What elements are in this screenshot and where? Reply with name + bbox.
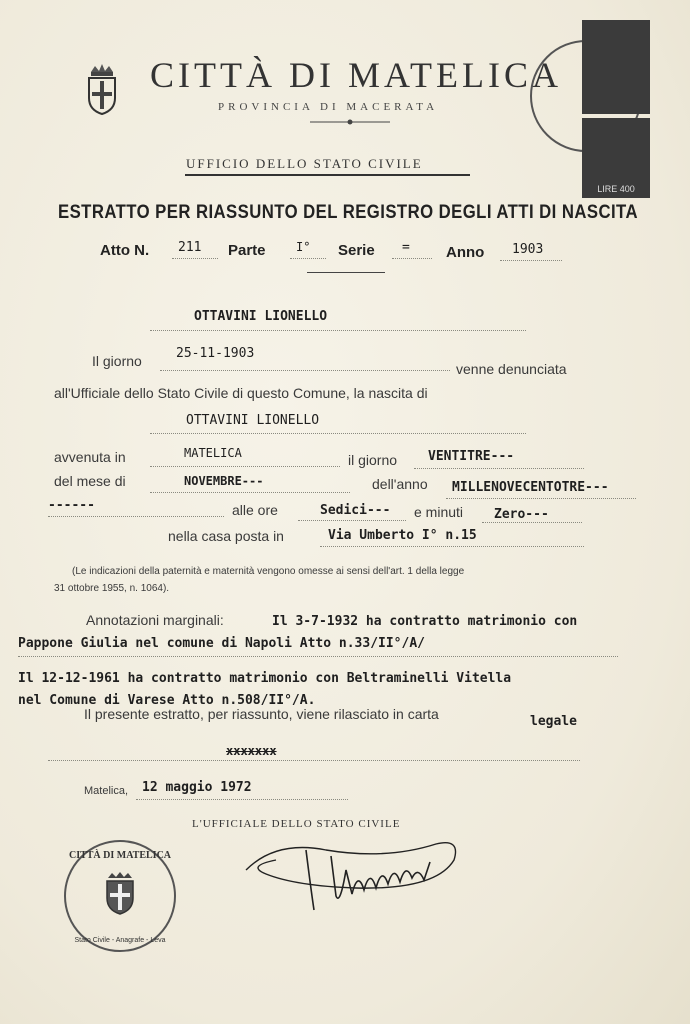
seal-text: CITTÀ DI MATELICA: [68, 850, 172, 861]
place-label: Matelica,: [84, 785, 129, 797]
anno-value: 1903: [512, 242, 544, 257]
casa-label: nella casa posta in: [168, 528, 284, 544]
giorno-value: 25-11-1903: [176, 346, 255, 361]
avvenuta-value: MATELICA: [184, 446, 242, 460]
anno-label: Anno: [446, 244, 485, 261]
filler-value: ------: [48, 498, 95, 513]
annotation-line2: Pappone Giulia nel comune di Napoli Atto n.33/II°/A/: [18, 636, 425, 651]
ornament-divider: [310, 119, 390, 125]
province-subtitle: PROVINCIA DI MACERATA: [218, 101, 439, 113]
il-giorno-label: il giorno: [348, 452, 398, 468]
ore-value: Sedici---: [320, 503, 391, 518]
officer-signature: [236, 810, 466, 920]
city-title: CITTÀ DI MATELICA: [150, 55, 562, 95]
atto-label: Atto N.: [100, 242, 150, 259]
annotation-line4: nel Comune di Varese Atto n.508/II°/A.: [18, 693, 316, 708]
revenue-stamp-value: LIRE 400: [597, 184, 635, 194]
parte-value: I°: [296, 240, 311, 254]
parte-label: Parte: [228, 242, 266, 259]
date-value: 12 maggio 1972: [142, 780, 252, 795]
rilascio-text: Il presente estratto, per riassunto, viene rilasciato in carta: [84, 706, 439, 722]
title-divider: [307, 272, 385, 273]
struck-value: xxxxxxx: [226, 744, 277, 758]
name-heading: OTTAVINI LIONELLO: [194, 309, 328, 324]
officer-label: L'UFFICIALE DELLO STATO CIVILE: [192, 818, 401, 830]
minuti-label: e minuti: [414, 504, 464, 520]
municipal-seal: [64, 840, 176, 952]
anno-nascita-label: dell'anno: [372, 476, 428, 492]
annotation-line1: Il 3-7-1932 ha contratto matrimonio con: [272, 614, 578, 629]
rilascio-value: legale: [530, 714, 577, 729]
serie-value: =: [402, 240, 410, 255]
legal-note-line1: (Le indicazioni della paternità e maternità vengono omesse ai sensi dell'art. 1 della legge: [72, 566, 465, 577]
il-giorno-value: VENTITRE---: [428, 449, 515, 464]
office-underline: [185, 174, 470, 176]
mese-label: del mese di: [54, 473, 126, 489]
avvenuta-label: avvenuta in: [54, 449, 126, 465]
anno-nascita-value: MILLENOVECENTOTRE---: [452, 480, 609, 495]
nascita-name: OTTAVINI LIONELLO: [186, 413, 320, 428]
giorno-label: Il giorno: [92, 353, 142, 369]
serie-label: Serie: [338, 242, 375, 259]
ufficiale-label: all'Ufficiale dello Stato Civile di questo Comune, la nascita di: [54, 385, 428, 401]
annotation-line3: Il 12-12-1961 ha contratto matrimonio con Beltraminelli Vitella: [18, 671, 512, 686]
revenue-stamp-lower: [582, 118, 650, 198]
legal-note-line2: 31 ottobre 1955, n. 1064).: [54, 583, 170, 594]
denunciata-label: venne denunciata: [456, 361, 567, 377]
coat-of-arms-icon: [85, 62, 119, 116]
seal-coat-of-arms-icon: [104, 872, 136, 916]
atto-value: 211: [178, 240, 202, 255]
office-heading: UFFICIO DELLO STATO CIVILE: [186, 156, 423, 171]
annotations-label: Annotazioni marginali:: [86, 612, 224, 628]
minuti-value: Zero---: [494, 507, 549, 522]
casa-value: Via Umberto I° n.15: [328, 528, 477, 543]
mese-value: NOVEMBRE---: [184, 474, 264, 488]
seal-bottom-text: Stato Civile - Anagrafe - Leva: [74, 937, 166, 944]
ore-label: alle ore: [232, 502, 278, 518]
document-title: ESTRATTO PER RIASSUNTO DEL REGISTRO DEGLI ATTI DI NASCITA: [58, 202, 638, 223]
revenue-stamp-upper: [582, 20, 650, 114]
